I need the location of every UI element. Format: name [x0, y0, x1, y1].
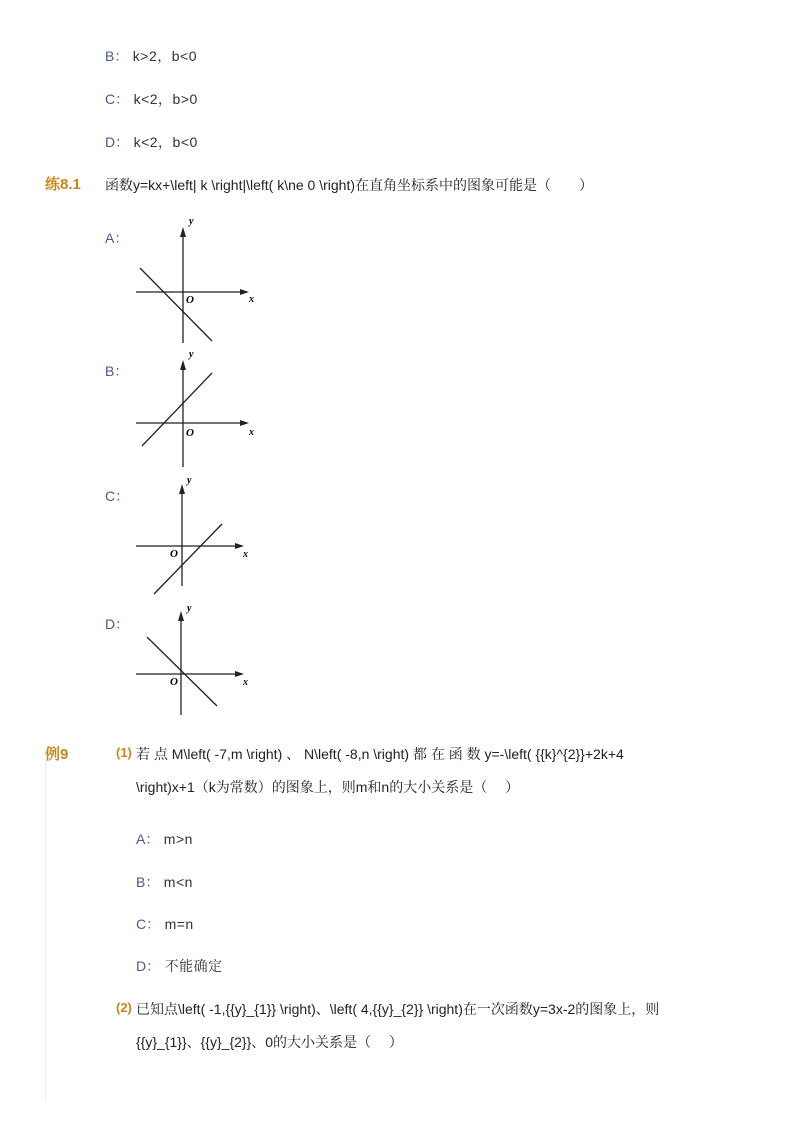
question-line: {{y}_{1}}、{{y}_{2}}、0的大小关系是（ ） [136, 1034, 403, 1050]
part-number: (1) [116, 745, 132, 760]
axis-y-label: y [189, 349, 194, 360]
graph-option-b [130, 347, 260, 472]
option-letter: B： [105, 48, 129, 64]
graph-option-c-label: C： [105, 488, 130, 504]
option-text: m<n [163, 874, 193, 890]
option-text: m>n [163, 831, 193, 847]
option-text: m=n [164, 916, 194, 932]
axis-y-label: y [189, 216, 194, 227]
part-number: (2) [116, 1000, 132, 1015]
option-letter: D： [136, 958, 161, 974]
axis-y-label: y [187, 475, 192, 486]
axis-x-label: x [243, 549, 248, 560]
option-b [136, 872, 193, 892]
graph-option-a [130, 213, 260, 348]
option-a [136, 829, 193, 849]
question-line: 已知点\left( -1,{{y}_{1}} \right)、\left( 4,{{y}_{2}} \right)在一次函数y=3x-2的图象上，则 [136, 1001, 660, 1017]
option-c [136, 914, 194, 934]
left-divider [45, 760, 46, 1100]
origin-label: O [170, 548, 178, 560]
option-letter: B： [136, 874, 160, 890]
option-b [105, 46, 197, 66]
exercise-tag: 练8.1 [45, 176, 81, 193]
option-d [136, 956, 223, 976]
graph-option-a-label: A： [105, 230, 129, 246]
option-letter: C： [105, 91, 130, 107]
option-letter: D： [105, 134, 130, 150]
question-text: 函数y=kx+\left| k \right|\left( k\ne 0 \right)在直角坐标系中的图象可能是（ ） [105, 177, 594, 193]
option-text: 不能确定 [164, 958, 223, 974]
graph-option-d-label: D： [105, 616, 130, 632]
option-c [105, 89, 198, 109]
example-tag: 例9 [45, 746, 69, 763]
option-letter: C： [136, 916, 161, 932]
origin-label: O [186, 294, 194, 306]
option-text: k>2，b<0 [132, 48, 198, 64]
question-line: \right)x+1（k为常数）的图象上，则m和n的大小关系是（ ） [136, 779, 520, 795]
graph-option-d [130, 600, 260, 718]
axis-x-label: x [243, 677, 248, 688]
option-letter: A： [136, 831, 160, 847]
option-text: k<2，b<0 [133, 134, 198, 150]
axis-x-label: x [249, 427, 254, 438]
option-d [105, 132, 198, 152]
graph-option-c [130, 473, 260, 598]
origin-label: O [186, 427, 194, 439]
axis-y-label: y [187, 603, 192, 614]
origin-label: O [170, 676, 178, 688]
question-line: 若 点 M\left( -7,m \right) 、 N\left( -8,n \right) 都 在 函 数 y=-\left( {{k}^{2}}+2k+4 [136, 746, 624, 762]
graph-option-b-label: B： [105, 363, 129, 379]
axis-x-label: x [249, 294, 254, 305]
option-text: k<2，b>0 [133, 91, 198, 107]
